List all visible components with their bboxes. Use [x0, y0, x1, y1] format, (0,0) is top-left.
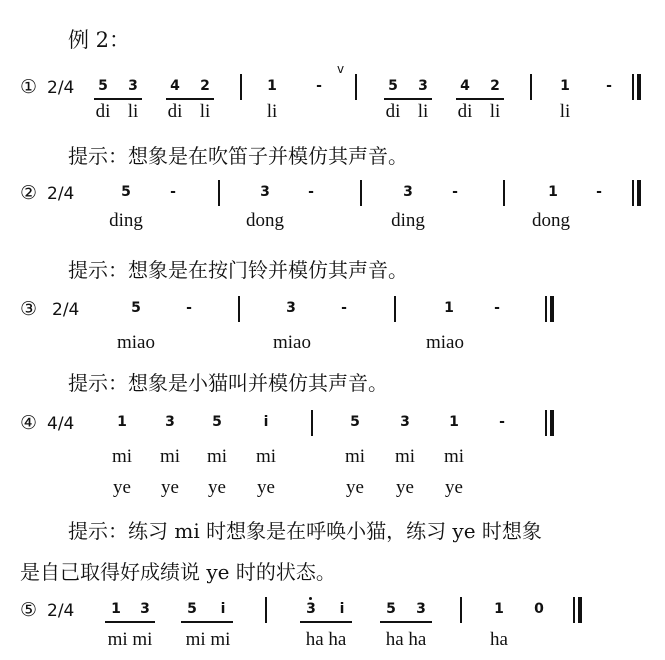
- note: 3: [418, 78, 428, 94]
- note: 1: [548, 184, 558, 200]
- note: 1: [111, 601, 121, 617]
- note: 5: [187, 601, 197, 617]
- bar-line: [240, 74, 242, 100]
- lyric: ha ha: [385, 629, 427, 650]
- time-signature: 4/4: [47, 414, 75, 434]
- lyric: mi: [159, 446, 181, 467]
- lyric: dong: [246, 210, 284, 231]
- lyric-alt: ye: [208, 477, 226, 498]
- lyric: di: [457, 101, 473, 122]
- note: 4: [460, 78, 470, 94]
- note: 1: [560, 78, 570, 94]
- note: i: [339, 601, 345, 617]
- beam-underline: [166, 98, 214, 100]
- note: 4: [170, 78, 180, 94]
- lyric: ding: [391, 210, 425, 231]
- lyric: li: [559, 101, 571, 122]
- note: i: [263, 414, 269, 430]
- lyric-alt: ye: [445, 477, 463, 498]
- note: 1: [444, 300, 454, 316]
- lyric-alt: ye: [396, 477, 414, 498]
- final-bar-thick: [578, 597, 582, 623]
- lyric: mi mi: [185, 629, 231, 650]
- note: 3: [403, 184, 413, 200]
- lyric: di: [167, 101, 183, 122]
- lyric: mi mi: [107, 629, 153, 650]
- note: 0: [534, 601, 544, 617]
- lyric-alt: ye: [346, 477, 364, 498]
- bar-line: [394, 296, 396, 322]
- time-signature: 2/4: [47, 601, 75, 621]
- note: -: [606, 78, 612, 94]
- lyric: miao: [117, 332, 155, 353]
- note: -: [494, 300, 500, 316]
- beam-underline: [181, 621, 233, 623]
- time-signature: 2/4: [47, 184, 75, 204]
- exercise-marker: ①: [20, 76, 38, 98]
- lyric-alt: ye: [257, 477, 275, 498]
- final-bar-thin: [545, 296, 547, 322]
- note: 1: [494, 601, 504, 617]
- hint-text: 提示：想象是小猫叫并模仿其声音。: [68, 371, 388, 395]
- final-bar-thick: [637, 74, 641, 100]
- note: 3: [286, 300, 296, 316]
- lyric: miao: [273, 332, 311, 353]
- bar-line: [360, 180, 362, 206]
- lyric: mi: [443, 446, 465, 467]
- lyric: li: [417, 101, 429, 122]
- lyric-alt: ye: [161, 477, 179, 498]
- exercise-marker: ⑤: [20, 599, 38, 621]
- note: -: [499, 414, 505, 430]
- final-bar-thin: [632, 74, 634, 100]
- note: 3: [140, 601, 150, 617]
- lyric: mi: [394, 446, 416, 467]
- note: 5: [388, 78, 398, 94]
- lyric: ha: [490, 629, 508, 650]
- beam-underline: [300, 621, 352, 623]
- final-bar-thick: [550, 410, 554, 436]
- bar-line: [238, 296, 240, 322]
- beam-underline: [105, 621, 155, 623]
- beam-underline: [380, 621, 432, 623]
- note: -: [341, 300, 347, 316]
- lyric: mi: [206, 446, 228, 467]
- bar-line: [355, 74, 357, 100]
- time-signature: 2/4: [47, 78, 75, 98]
- hint-text: 提示：想象是在按门铃并模仿其声音。: [68, 258, 408, 282]
- bar-line: [503, 180, 505, 206]
- bar-line: [218, 180, 220, 206]
- bar-line: [460, 597, 462, 623]
- time-signature: 2/4: [52, 300, 80, 320]
- bar-line: [311, 410, 313, 436]
- lyric: mi: [344, 446, 366, 467]
- note: 1: [117, 414, 127, 430]
- hint-text: 提示：练习 mi 时想象是在呼唤小猫，练习 ye 时想象: [68, 519, 542, 543]
- exercise-marker: ③: [20, 298, 38, 320]
- bar-line: [530, 74, 532, 100]
- lyric-alt: ye: [113, 477, 131, 498]
- note: 5: [350, 414, 360, 430]
- hint-text-continued: 是自己取得好成绩说 ye 时的状态。: [20, 560, 336, 584]
- lyric: li: [489, 101, 501, 122]
- note: 5: [121, 184, 131, 200]
- note: -: [170, 184, 176, 200]
- hint-text: 提示：想象是在吹笛子并模仿其声音。: [68, 144, 408, 168]
- final-bar-thin: [632, 180, 634, 206]
- lyric: di: [95, 101, 111, 122]
- beam-underline: [94, 98, 142, 100]
- note: 5: [212, 414, 222, 430]
- exercise-marker: ②: [20, 182, 38, 204]
- high-octave-dot: [309, 597, 312, 600]
- final-bar-thin: [573, 597, 575, 623]
- note: 3: [400, 414, 410, 430]
- note: 3: [165, 414, 175, 430]
- note: 1: [449, 414, 459, 430]
- lyric: di: [385, 101, 401, 122]
- note: -: [596, 184, 602, 200]
- note: 5: [386, 601, 396, 617]
- lyric: mi: [111, 446, 133, 467]
- note: -: [308, 184, 314, 200]
- note: 2: [490, 78, 500, 94]
- final-bar-thick: [637, 180, 641, 206]
- note: 3: [416, 601, 426, 617]
- note: 5: [98, 78, 108, 94]
- note: 2: [200, 78, 210, 94]
- breath-mark: v: [337, 62, 345, 76]
- note: -: [186, 300, 192, 316]
- note: 1: [267, 78, 277, 94]
- note: 3: [260, 184, 270, 200]
- lyric: ha ha: [305, 629, 347, 650]
- note: -: [452, 184, 458, 200]
- bar-line: [265, 597, 267, 623]
- lyric: li: [199, 101, 211, 122]
- final-bar-thick: [550, 296, 554, 322]
- exercise-marker: ④: [20, 412, 38, 434]
- note: 3: [306, 601, 316, 617]
- lyric: li: [127, 101, 139, 122]
- note: 3: [128, 78, 138, 94]
- note: i: [220, 601, 226, 617]
- note: 5: [131, 300, 141, 316]
- note: -: [316, 78, 322, 94]
- beam-underline: [384, 98, 432, 100]
- lyric: dong: [532, 210, 570, 231]
- lyric: mi: [255, 446, 277, 467]
- beam-underline: [456, 98, 504, 100]
- lyric: ding: [109, 210, 143, 231]
- lyric: miao: [426, 332, 464, 353]
- example-title: 例 2：: [68, 28, 131, 52]
- final-bar-thin: [545, 410, 547, 436]
- lyric: li: [266, 101, 278, 122]
